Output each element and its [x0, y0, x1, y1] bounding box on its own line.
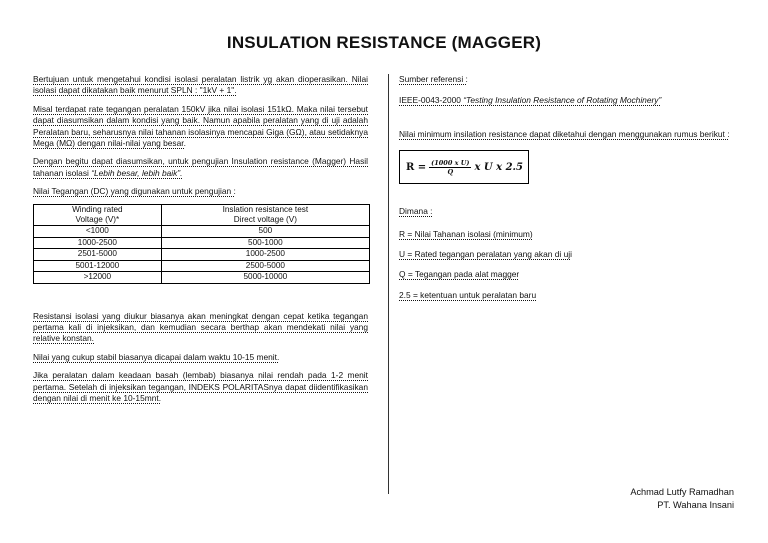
table-row — [34, 237, 370, 248]
formula-numerator: (1000 x U) — [431, 158, 470, 167]
table-row — [34, 249, 370, 260]
table-row — [34, 272, 370, 283]
right-column — [399, 74, 739, 310]
header-col2-line2: Direct voltage (V) — [233, 215, 297, 225]
left-column — [33, 74, 368, 411]
conclusion-paragraph — [33, 156, 368, 179]
table-row — [34, 260, 370, 271]
table-row — [34, 226, 370, 237]
table-cell: 5001-12000 — [34, 260, 162, 271]
stability-paragraph: Nilai yang cukup stabil biasanya dicapai dalam waktu 10-15 menit. — [33, 351, 280, 362]
dimana-label: Dimana : — [399, 206, 433, 217]
page-title: INSULATION RESISTANCE (MAGGER) — [226, 33, 542, 52]
example-paragraph: Misal terdapat rate tegangan peralatan 150kV jika nilai isolasi 151kΩ. Maka nilai tersebut dapat diasumsikan dalam kondisi yang baik. Namun apabila peralatan yang di uji adalah Peralatan baru, seharusnya nilai tahanan isolasinya mencapai Giga (GΩ), atau setidaknya Mega (MΩ) dengan nilai-nilai yang besar. — [33, 103, 368, 149]
formula-rest: x U x 2.5 — [474, 161, 523, 173]
table-cell: >12000 — [34, 272, 162, 283]
conclusion-quote: “Lebih besar, lebih baik”. — [91, 167, 183, 178]
reference-label: Sumber referensi : — [399, 74, 468, 84]
reference-title: “Testing Insulation Resistance of Rotating Mochinery” — [463, 95, 662, 106]
table-cell: <1000 — [34, 226, 162, 237]
signature-block — [630, 486, 734, 512]
table-header-row — [34, 204, 370, 226]
reference-code: IEEE-0043-2000 — [399, 95, 464, 106]
voltage-table — [33, 204, 370, 284]
header-col1-line2: Voltage (V)* — [75, 215, 120, 225]
definition-item: U = Rated tegangan peralatan yang akan di uji — [399, 249, 572, 260]
formula-fraction — [429, 159, 471, 176]
header-test-voltage — [161, 204, 369, 226]
formula-box — [399, 150, 529, 184]
table-cell: 1000-2500 — [161, 249, 369, 260]
voltage-intro: Nilai Tegangan (DC) yang digunakan untuk pengujian : — [33, 186, 236, 197]
column-divider — [388, 74, 389, 494]
spacer — [33, 284, 368, 311]
definition-item: 2.5 = ketentuan untuk peralatan baru — [399, 289, 537, 300]
author-name: Achmad Lutfy Ramadhan — [630, 487, 734, 497]
intro-paragraph: Bertujuan untuk mengetahui kondisi isolasi peralatan listrik yg akan dioperasikan. Nilai isolasi dapat dikatakan baik menurut SPLN : "1kV + 1". — [33, 74, 368, 96]
header-col2-line1: Inslation resistance test — [222, 204, 309, 214]
table-cell: 500 — [161, 226, 369, 237]
reference-source — [399, 95, 739, 106]
header-col1-line1: Winding rated — [72, 204, 123, 214]
company-name: PT. Wahana Insani — [657, 500, 734, 510]
definition-item: Q = Tegangan pada alat magger — [399, 269, 520, 280]
measurement-paragraph: Resistansi isolasi yang diukur biasanya akan meningkat dengan cepat ketika tegangan pertama kali di injeksikan, dan kemudian secara berthap akan mendekati nilai yang relative konstan. — [33, 310, 368, 344]
conclusion-text: Dengan begitu dapat diasumsikan, untuk pengujian Insulation resistance (Magger) Hasil tahanan isolasi — [33, 156, 368, 178]
table-cell: 500-1000 — [161, 237, 369, 248]
definition-item: R = Nilai Tahanan isolasi (minimum) — [399, 228, 533, 239]
wet-equipment-paragraph: Jika peralatan dalam keadaan basah (lembab) biasanya nilai rendah pada 1-2 menit pertama. Setelah di injeksikan tegangan, INDEKS POLARITASnya dapat diidentifikasikan dengan nilai di menit ke 10-15mnt. — [33, 370, 368, 403]
formula-denominator: Q — [447, 167, 454, 176]
table-cell: 2500-5000 — [161, 260, 369, 271]
table-cell: 1000-2500 — [34, 237, 162, 248]
table-cell: 2501-5000 — [34, 249, 162, 260]
header-winding-rated — [34, 204, 162, 226]
formula-lhs: R = — [406, 161, 427, 173]
table-cell: 5000-10000 — [161, 272, 369, 283]
minimum-resistance-text: Nilai minimum insilation resistance dapat diketahui dengan menggunakan rumus berikut : — [399, 128, 730, 139]
